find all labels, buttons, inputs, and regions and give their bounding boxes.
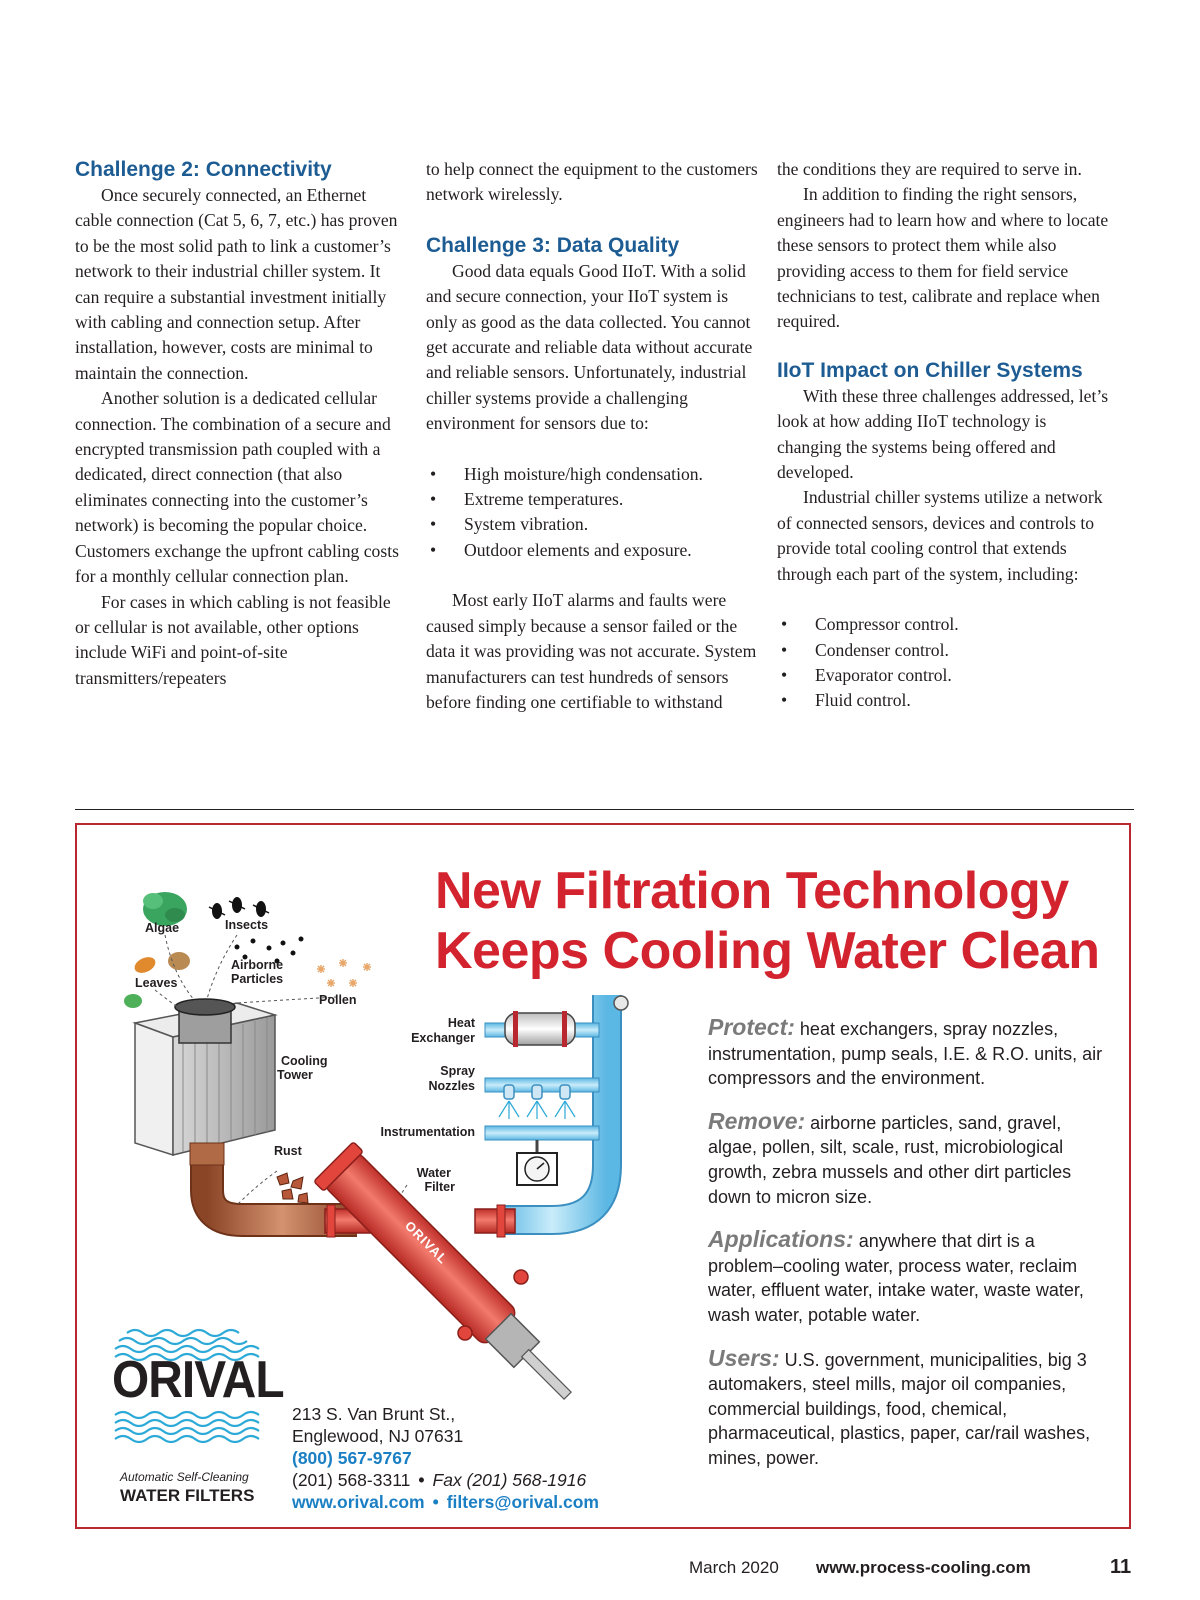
- filter-brand-label: ORIVAL: [402, 1218, 451, 1267]
- label-water: Water: [416, 1166, 451, 1180]
- label-cooling: Cooling: [281, 1054, 328, 1068]
- article-column-1: [75, 157, 405, 691]
- label-algae: Algae: [145, 921, 180, 935]
- ad-headline: [435, 861, 1125, 981]
- magazine-url[interactable]: www.process-cooling.com: [816, 1558, 1031, 1577]
- chiller-controls-list: [777, 612, 1112, 714]
- users-paragraph: [708, 1346, 1108, 1471]
- label-exchanger: Exchanger: [411, 1031, 475, 1045]
- paragraph: Once securely connected, an Ethernet cable connection (Cat 5, 6, 7, etc.) has proven to be the most solid path to link a customer’s network to their industrial chiller system. It can require a substantial investment initially with cabling and connection setup. After installation, however, costs are minimal to maintain the connection.: [75, 185, 398, 383]
- remove-paragraph: [708, 1109, 1108, 1209]
- insects-icon: [209, 897, 269, 919]
- list-item: • Condenser control.: [777, 638, 1112, 663]
- label-insects: Insects: [225, 918, 269, 932]
- list-item: • System vibration.: [426, 512, 758, 537]
- users-label: Users:: [708, 1344, 780, 1371]
- applications-text: anywhere that dirt is a problem–cooling water, process water, reclaim water, effluent water, intake water, waste water, wash water, potable water.: [708, 1231, 1084, 1325]
- section-divider: [75, 809, 1134, 810]
- tagline-product: WATER FILTERS: [120, 1486, 255, 1505]
- label-filter: Filter: [424, 1180, 455, 1194]
- headline-line-2: Keeps Cooling Water Clean: [435, 922, 1100, 980]
- cooling-tower-icon: [135, 999, 275, 1165]
- paragraph: In addition to finding the right sensors, engineers had to learn how and where to locate these sensors to protect them while also providing access to them for field service technicians to test, calibrate and replace when required.: [777, 184, 1109, 332]
- spray-nozzles-icon: [504, 1085, 570, 1099]
- paragraph: Industrial chiller systems utilize a network of connected sensors, devices and controls to provide total cooling control that extends through each part of the system, including:: [777, 487, 1103, 584]
- protect-paragraph: [708, 1015, 1108, 1091]
- web-email-line: [292, 1491, 599, 1513]
- issue-date: March 2020: [689, 1558, 779, 1577]
- paragraph: Another solution is a dedicated cellular connection. The combination of a secure and encrypted transmission path coupled with a dedicated, direct connection (that also eliminates connecting into the customer’s network) is becoming the popular choice. Customers exchange the upfront cabling costs for a monthly cellular connection plan.: [75, 388, 399, 587]
- heat-exchanger-band: [513, 1011, 518, 1047]
- label-pollen: Pollen: [319, 993, 357, 1007]
- applications-label: Applications:: [708, 1226, 854, 1253]
- separator: •: [432, 1492, 439, 1512]
- remove-label: Remove:: [708, 1107, 806, 1134]
- ad-description: [708, 1015, 1108, 1489]
- article-column-3: [777, 157, 1112, 714]
- label-tower: Tower: [277, 1068, 313, 1082]
- article-column-2: [426, 157, 758, 715]
- orival-logo: ORIVAL: [112, 1351, 284, 1409]
- fax: Fax (201) 568-1916: [432, 1470, 587, 1490]
- paragraph: Good data equals Good IIoT. With a solid and secure connection, your IIoT system is only as good as the data collected. You cannot get accurate and reliable data without accurate and reliable sensors. Unfortunately, industrial chiller systems provide a challenging environment for sensors due to:: [426, 260, 753, 434]
- address-line-2: Englewood, NJ 07631: [292, 1426, 464, 1446]
- heat-exchanger-band: [562, 1011, 567, 1047]
- page-footer: [0, 1558, 1200, 1588]
- protect-label: Protect:: [708, 1014, 795, 1040]
- contact-block: [292, 1403, 599, 1513]
- label-particles: Particles: [231, 972, 284, 986]
- spray-icon: [499, 1101, 575, 1119]
- list-item: • Outdoor elements and exposure.: [426, 538, 758, 563]
- label-nozzles: Nozzles: [428, 1079, 475, 1093]
- label-spray: Spray: [440, 1064, 475, 1078]
- list-item: • Fluid control.: [777, 688, 1112, 713]
- paragraph: Most early IIoT alarms and faults were caused simply because a sensor failed or the data it was providing was not accurate. System manufacturers can test hundreds of sensors before finding one certifiable to withstand: [426, 590, 757, 712]
- address-line-1: 213 S. Van Brunt St.,: [292, 1404, 456, 1424]
- list-item: • Compressor control.: [777, 612, 1112, 637]
- heading-iiot-impact: IIoT Impact on Chiller Systems: [777, 358, 1083, 382]
- rust-icon: [277, 1173, 308, 1203]
- list-item: • High moisture/high condensation.: [426, 462, 758, 487]
- phone-fax-line: [292, 1469, 599, 1491]
- website-link[interactable]: www.orival.com: [292, 1492, 425, 1512]
- phone[interactable]: (201) 568-3311: [292, 1470, 411, 1490]
- paragraph: to help connect the equipment to the customers network wirelessly.: [426, 159, 758, 205]
- heading-challenge-3: Challenge 3: Data Quality: [426, 233, 680, 257]
- users-text: U.S. government, municipalities, big 3 automakers, steel mills, major oil companies, commercial buildings, food, chemical, pharmaceutical, plastics, paper, car/rail washes, mines, power.: [708, 1349, 1091, 1468]
- protect-text: heat exchangers, spray nozzles, instrumentation, pump seals, I.E. & R.O. units, air compressors and the environment.: [708, 1019, 1103, 1089]
- label-heat: Heat: [447, 1016, 475, 1030]
- label-rust: Rust: [274, 1144, 302, 1158]
- pipe-cap-icon: [614, 996, 628, 1010]
- sensor-challenges-list: [426, 462, 758, 564]
- page-number: 11: [1110, 1556, 1132, 1578]
- orival-advertisement: [75, 823, 1131, 1529]
- separator: •: [418, 1470, 425, 1490]
- tagline: Automatic Self-Cleaning: [120, 1470, 249, 1484]
- email-link[interactable]: filters@orival.com: [446, 1492, 599, 1512]
- applications-paragraph: [708, 1227, 1108, 1327]
- label-leaves: Leaves: [135, 976, 178, 990]
- paragraph: For cases in which cabling is not feasible or cellular is not available, other options include WiFi and point-of-site transmitters/repeaters: [75, 591, 391, 688]
- list-item: • Evaporator control.: [777, 663, 1112, 688]
- instrumentation-branch: [485, 1126, 599, 1140]
- paragraph: the conditions they are required to serve in.: [777, 159, 1082, 179]
- pollen-icon: [317, 959, 371, 987]
- headline-line-1: New Filtration Technology: [435, 862, 1069, 920]
- remove-text: airborne particles, sand, gravel, algae, pollen, silt, scale, rust, microbiological growth, zebra mussels and other dirt particles down to micron size.: [708, 1112, 1072, 1207]
- heading-challenge-2: Challenge 2: Connectivity: [75, 158, 332, 181]
- label-instrumentation: Instrumentation: [380, 1125, 475, 1139]
- toll-free-phone[interactable]: (800) 567-9767: [292, 1448, 412, 1468]
- paragraph: With these three challenges addressed, let’s look at how adding IIoT technology is changing the systems being offered and developed.: [777, 385, 1109, 483]
- label-airborne: Airborne: [231, 958, 284, 972]
- list-item: • Extreme temperatures.: [426, 487, 758, 512]
